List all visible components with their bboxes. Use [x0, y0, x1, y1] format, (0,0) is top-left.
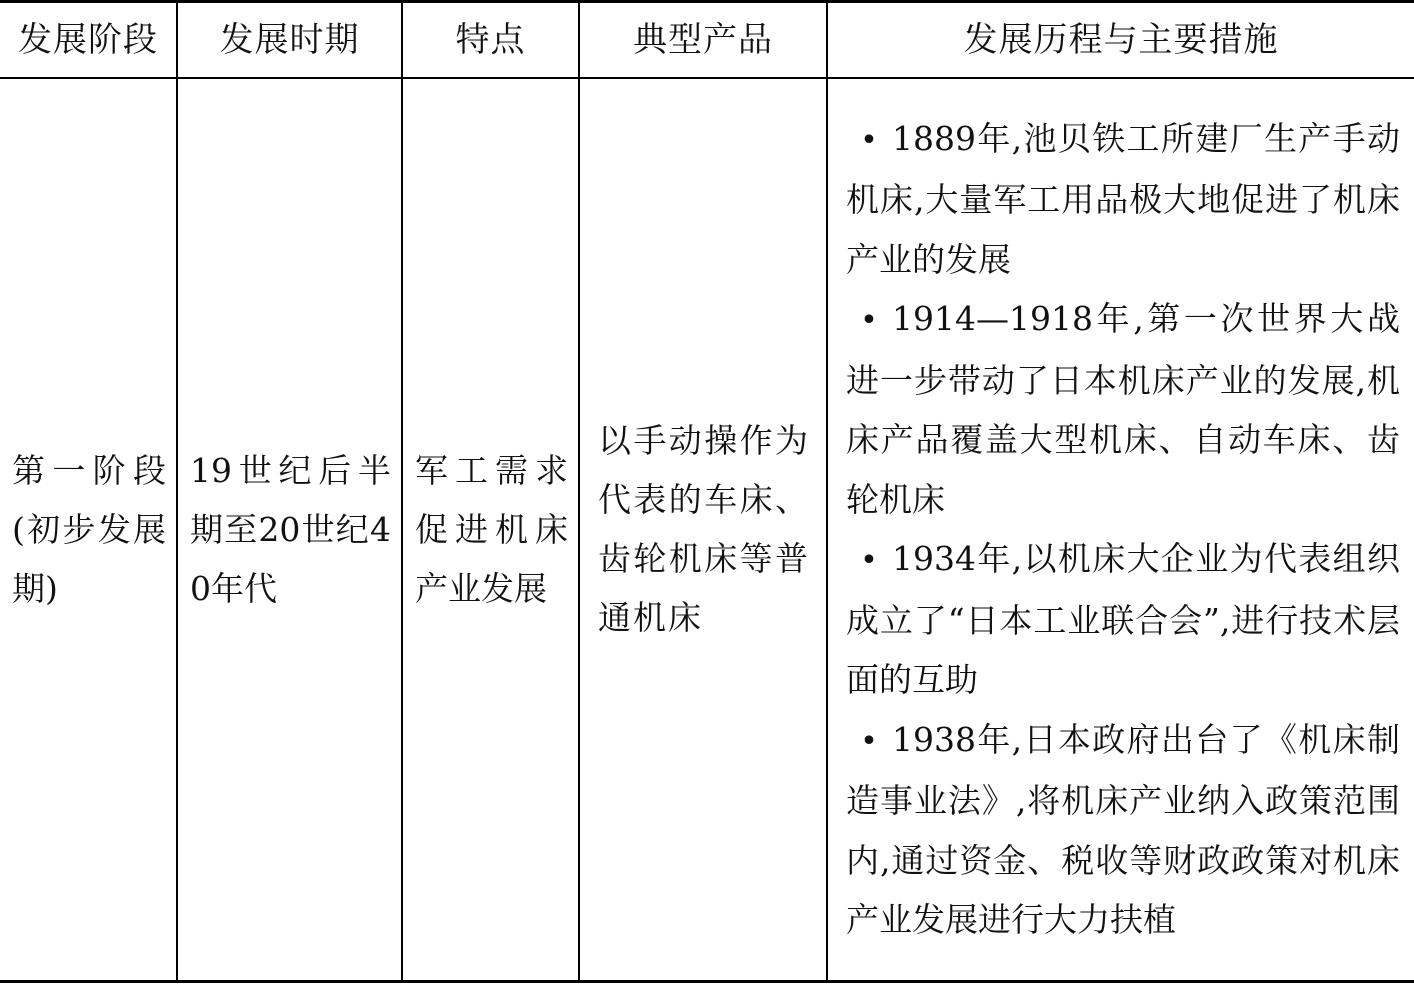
- cell-period: [177, 78, 402, 982]
- list-item: [846, 109, 1400, 290]
- measure-text: 1914—1918年,第一次世界大战进一步带动了日本机床产业的发展,机床产品覆盖大型机床、自动车床、齿轮机床: [846, 299, 1400, 519]
- header-measures: 发展历程与主要措施: [827, 2, 1414, 78]
- cell-measures: [827, 78, 1414, 982]
- cell-feature: [402, 78, 579, 982]
- header-feature: 特点: [402, 2, 579, 78]
- header-row: [0, 2, 1414, 78]
- stage-text: 第一阶段(初步发展期): [12, 450, 166, 608]
- cell-stage: [0, 78, 177, 982]
- bullet-icon: •: [860, 723, 878, 759]
- list-item: [846, 289, 1400, 529]
- feature-text: 军工需求促进机床产业发展: [415, 450, 568, 608]
- bullet-icon: •: [860, 543, 878, 579]
- measures-list: [828, 97, 1414, 962]
- measure-text: 1889年,池贝铁工所建厂生产手动机床,大量军工用品极大地促进了机床产业的发展: [846, 118, 1400, 279]
- list-item: [846, 710, 1400, 950]
- period-text: 19世纪后半期至20世纪40年代: [190, 450, 391, 608]
- list-item: [846, 529, 1400, 710]
- bullet-icon: •: [860, 122, 878, 158]
- header-stage: 发展阶段: [0, 2, 177, 78]
- measure-text: 1934年,以机床大企业为代表组织成立了“日本工业联合会”,进行技术层面的互助: [846, 539, 1400, 700]
- table-row: [0, 78, 1414, 982]
- bullet-icon: •: [860, 303, 878, 339]
- header-products: 典型产品: [579, 2, 827, 78]
- products-text: 以手动操作为代表的车床、齿轮机床等普通机床: [598, 421, 810, 638]
- cell-products: [579, 78, 827, 982]
- measure-text: 1938年,日本政府出台了《机床制造事业法》,将机床产业纳入政策范围内,通过资金、税收等财政政策对机床产业发展进行大力扶植: [846, 719, 1400, 940]
- header-period: 发展时期: [177, 2, 402, 78]
